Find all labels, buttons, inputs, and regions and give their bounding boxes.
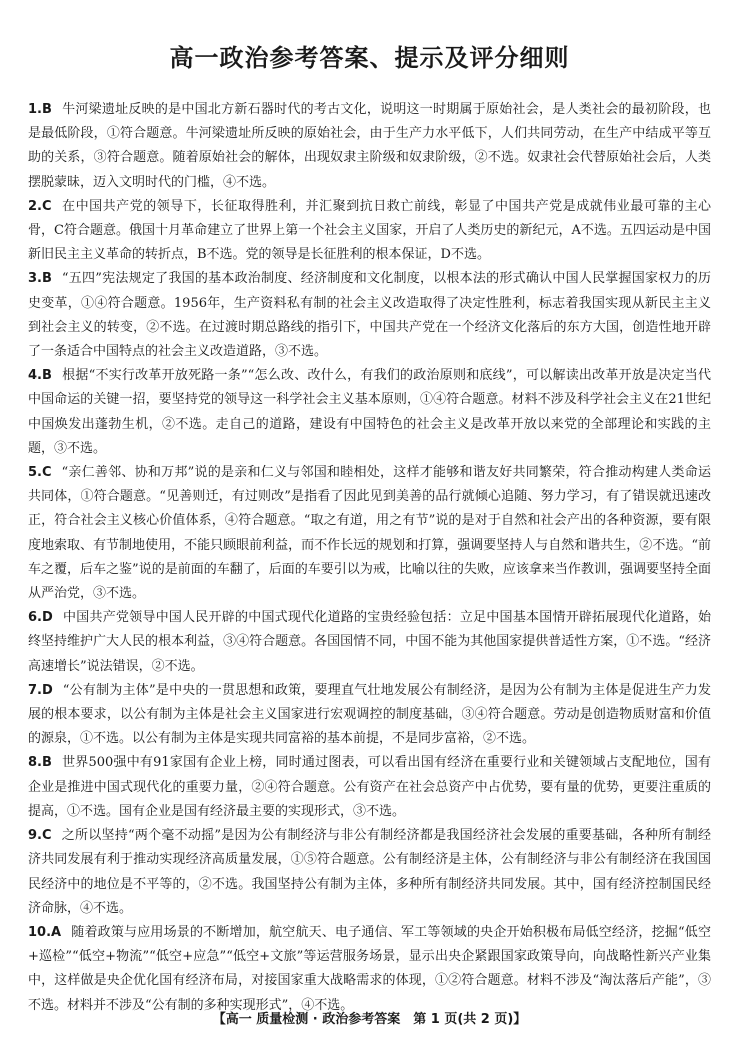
answer-letter: C — [41, 198, 52, 214]
question-number: 1. — [28, 102, 42, 117]
explanation-text: 之所以坚持“两个毫不动摇”是因为公有制经济与非公有制经济都是我国经济社会发展的重要基础，各种所有制经济共同发展有利于推动实现经济高质量发展，①⑤符合题意。公有制经济是主体，公有制经济与非公有制经济在我国国民经济中的地位是不平等的，②不选。我国坚持公有制为主体，多种所有制经济共同发展。其中，国有经济控制国民经济命脉，④不选。 — [28, 828, 711, 916]
answer-letter: A — [51, 924, 62, 940]
question-number: 10. — [28, 924, 52, 940]
question-number: 4. — [28, 368, 42, 384]
answer-letter: C — [41, 828, 52, 844]
answer-item — [28, 461, 711, 606]
answer-letter: D — [41, 682, 53, 698]
page-title: 高一政治参考答案、提示及评分细则 — [169, 44, 570, 72]
explanation-text: 随着政策与应用场景的不断增加，航空航天、电子通信、军工等领域的央企开始积极布局低空经济，挖掘“低空+巡检”“低空+物流”“低空+应急”“低空+文旅”等运营服务场景，显示出央企紧跟国家政策导向，向战略性新兴产业集中，这样做是央企优化国有经济布局，对接国家重大战略需求的体现，①②符合题意。材料不涉及“淘汰落后产能”，③不选。材料并不涉及“公有制的多种实现形式”，④不选。 — [28, 924, 711, 1013]
page-footer: 【高一 质量检测 · 政治参考答案 第 1 页(共 2 页)】 — [212, 1012, 527, 1027]
question-number: 9. — [28, 828, 42, 844]
explanation-text: 在中国共产党的领导下，长征取得胜利，并汇聚到抗日救亡前线，彰显了中国共产党是成就伟业最可靠的主心骨，C符合题意。俄国十月革命建立了世界上第一个社会主义国家，开启了人类历史的新纪元，A不选。五四运动是中国新旧民主主义革命的转折点，B不选。党的领导是长征胜利的根本保证，D不选。 — [28, 198, 711, 263]
answer-item — [28, 267, 711, 364]
answer-item — [28, 679, 711, 752]
answer-list — [28, 98, 711, 1018]
answer-item — [28, 98, 711, 195]
answer-item — [28, 751, 711, 824]
explanation-text: 根据“不实行改革开放死路一条”“怎么改、改什么，有我们的政治原则和底线”，可以解读出改革开放是决定当代中国命运的关键一招，要坚持党的领导这一科学社会主义基本原则，①④符合题意。材料不涉及科学社会主义在21世纪中国焕发出蓬勃生机，②不选。走自己的道路，建设有中国特色的社会主义是改革开放以来党的全部理论和实践的主题，③不选。 — [28, 368, 711, 456]
question-number: 7. — [28, 682, 42, 698]
answer-item — [28, 195, 711, 268]
answer-letter: B — [41, 102, 52, 117]
explanation-text: “亲仁善邻、协和万邦”说的是亲和仁义与邻国和睦相处，这样才能够和谐友好共同繁荣，符合推动构建人类命运共同体，①符合题意。“见善则迁，有过则改”是指看了因此见到美善的品行就倾心追随、努力学习，有了错误就迅速改正，符合社会主义核心价值体系，④符合题意。“取之有道，用之有节”说的是对于自然和社会产出的各种资源，要有限度地索取、有节制地使用，不能只顾眼前利益，而不作长远的规划和打算，强调要坚持人与自然和谐共生，②不选。“前车之覆，后车之鉴”说的是前面的车翻了，后面的车要引以为戒，比喻以往的失败，应该拿来当作教训，强调要坚持全面从严治党，③不选。 — [28, 465, 711, 602]
explanation-text: “公有制为主体”是中央的一贯思想和政策，要理直气壮地发展公有制经济，是因为公有制为主体是促进生产力发展的根本要求，以公有制为主体是社会主义国家进行宏观调控的制度基础，③④符合题意。劳动是创造物质财富和价值的源泉，①不选。以公有制为主体是实现共同富裕的基本前提，不是同步富裕，②不选。 — [28, 682, 711, 747]
question-number: 5. — [28, 465, 42, 481]
explanation-text: 牛河梁遗址反映的是中国北方新石器时代的考古文化，说明这一时期属于原始社会，是人类社会的最初阶段，也是最低阶段，①符合题意。牛河梁遗址所反映的原始社会，由于生产力水平低下，人们共同劳动，在生产中结成平等互助的关系，③符合题意。随着原始社会的解体，出现奴隶主阶级和奴隶阶级，②不选。奴隶社会代替原始社会后，人类摆脱蒙昧，迈入文明时代的门槛，④不选。 — [28, 102, 711, 190]
question-number: 2. — [28, 198, 42, 214]
answer-letter: B — [41, 755, 52, 771]
answer-item — [28, 364, 711, 461]
explanation-text: 中国共产党领导中国人民开辟的中国式现代化道路的宝贵经验包括：立足中国基本国情开辟拓展现代化道路，始终坚持维护广大人民的根本利益，③④符合题意。各国国情不同，中国不能为其他国家提供普适性方案，①不选。“经济高速增长”说法错误，②不选。 — [28, 610, 711, 674]
answer-item — [28, 824, 711, 921]
answer-item — [28, 606, 711, 679]
question-number: 6. — [28, 610, 42, 626]
answer-letter: B — [41, 271, 52, 287]
explanation-text: 世界500强中有91家国有企业上榜，同时通过图表，可以看出国有经济在重要行业和关键领域占支配地位，国有企业是推进中国式现代化的重要力量，②④符合题意。公有资产在社会总资产中占优势，要有量的优势，更要注重质的提高，①不选。国有企业是国有经济最主要的实现形式，③不选。 — [28, 755, 711, 819]
question-number: 8. — [28, 755, 42, 771]
explanation-text: “五四”宪法规定了我国的基本政治制度、经济制度和文化制度，以根本法的形式确认中国人民掌握国家权力的历史变革，①④符合题意。1956年，生产资料私有制的社会主义改造取得了决定性胜利，标志着我国实现从新民主主义到社会主义的转变，②不选。在过渡时期总路线的指引下，中国共产党在一个经济文化落后的东方大国，创造性地开辟了一条适合中国特点的社会主义改造道路，③不选。 — [28, 271, 711, 360]
answer-item — [28, 921, 711, 1018]
question-number: 3. — [28, 271, 42, 287]
answer-letter: B — [41, 368, 52, 384]
answer-letter: C — [41, 465, 52, 481]
answer-letter: D — [41, 610, 53, 626]
